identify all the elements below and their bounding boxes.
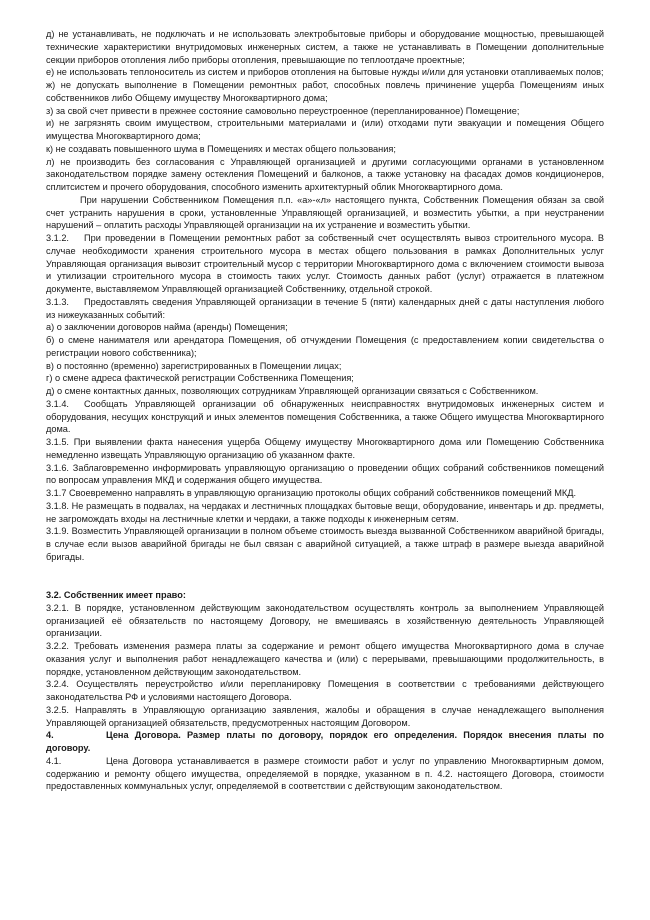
event-d: д) о смене контактных данных, позволяющих сотрудникам Управляющей организации связаться с Собственником.: [46, 386, 539, 396]
clause-number: 4.1.: [46, 755, 62, 766]
item-k: к) не создавать повышенного шума в Помещениях и местах общего пользования;: [46, 143, 396, 154]
clause-text: Цена Договора устанавливается в размере стоимости работ и услуг по управлению Многоквартирным домом, содержанию и ремонту общего имущества, определяемой в порядке, указанном в п. 4.2. настоящего Договора, стоимости предоставленных коммунальных услуг, определяемой в соответствии с действующим законодательством.: [46, 755, 604, 792]
item-d: д) не устанавливать, не подключать и не использовать электробытовые приборы и оборудование мощностью, превышающей технические характеристики внутридомовых инженерных систем, а также не устанавливать в Помещении дополнительные секции приборов отопления либо приборы отопления, превышающие по теплоотдаче проектные;: [46, 29, 604, 65]
paragraph-spacer: [46, 576, 604, 589]
section-4-heading: [46, 729, 604, 755]
violation-paragraph: При нарушении Собственником Помещения п.п. «а»-«л» настоящего пункта, Собственник Помещения обязан за свой счет устранить нарушения в сроки, установленные Управляющей организацией, и возместить убытки, а при неустранении нарушений – оплатить расходы Управляющей организации на их устранение и возместить убытки.: [46, 194, 604, 231]
item-i: и) не загрязнять своим имуществом, строительными материалами и (или) отходами пути эвакуации и помещения Общего имущества Многоквартирного дома;: [46, 118, 604, 141]
item-zh: ж) не допускать выполнение в Помещении ремонтных работ, способных повлечь причинение ущерба Помещениям иных собственников либо Общему имуществу Многоквартирного дома;: [46, 80, 604, 103]
item-e: е) не использовать теплоноситель из систем и приборов отопления на бытовые нужды и/или для установки отапливаемых полов;: [46, 67, 604, 78]
clause-3-1-3: [46, 296, 604, 322]
section-number: 4.: [46, 730, 54, 741]
event-v: в) о постоянно (временно) зарегистрированных в Помещении лицах;: [46, 360, 342, 371]
document-page: [46, 28, 604, 793]
clause-3-1-5: 3.1.5. При выявлении факта нанесения ущерба Общему имуществу Многоквартирного дома или Помещению Собственника немедленно извещать Управляющую организацию об указанном факте.: [46, 437, 604, 460]
clause-3-1-8: 3.1.8. Не размещать в подвалах, на чердаках и лестничных площадках бытовые вещи, оборудование, инвентарь и др. предметы, не загромождать входы на лестничные клетки и чердаки, а также подходы к инженерным сетям.: [46, 500, 604, 524]
clause-3-2-1: 3.2.1. В порядке, установленном действующим законодательством осуществлять контроль за выполнением Управляющей организацией её обязательств по настоящему Договору, не вмешиваясь в хозяйственную деятельность Управляющей организации.: [46, 602, 604, 639]
clause-3-1-4: [46, 398, 604, 436]
clause-number: 3.1.4.: [46, 398, 69, 409]
clause-3-1-9: 3.1.9. Возместить Управляющей организации в полном объеме стоимость выезда вызванной Собственником аварийной бригады, в случае если вызов аварийной бригады не был связан с аварийной ситуацией, а также штраф в размере выезда аварийной бригады.: [46, 526, 604, 562]
event-b: б) о смене нанимателя или арендатора Помещения, об отчуждении Помещения (с предоставлением копии свидетельства о регистрации нового собственника);: [46, 335, 604, 358]
event-g: г) о смене адреса фактической регистрации Собственника Помещения;: [46, 373, 354, 384]
item-l: л) не производить без согласования с Управляющей организацией и другими согласующими органами в установленном законодательством порядке замену остекления Помещений и балконов, а также установку на фасадах домов кондиционеров, сплитсистем и прочего оборудования, способного изменить архитектурный облик Многоквартирного дома.: [46, 156, 604, 192]
item-z: з) за свой счет привести в прежнее состояние самовольно переустроенное (перепланированное) Помещение;: [46, 105, 520, 116]
event-a: а) о заключении договоров найма (аренды) Помещения;: [46, 322, 288, 333]
clause-4-1: [46, 755, 604, 793]
clause-text: Сообщать Управляющей организации об обнаруженных неисправностях внутридомовых инженерных систем и оборудования, несущих конструкций и иных элементов помещения Собственника, а также Общего имущества Многоквартирного дома.: [46, 398, 604, 435]
clause-3-2-2: 3.2.2. Требовать изменения размера платы за содержание и ремонт общего имущества Многоквартирного дома в случае оказания услуг и выполнения работ ненадлежащего качества и (или) с перерывами, превышающими продолжительность, в порядке, установленном действующим законодательством.: [46, 641, 604, 677]
clause-number: 3.1.3.: [46, 296, 69, 307]
clause-text: При проведении в Помещении ремонтных работ за собственный счет осуществлять вывоз строительного мусора. В случае необходимости хранения строительного мусора в местах общего пользования в рамках Дополнительных услуг Управляющая организация вывозит строительный мусор с территории Многоквартирного дома с включением стоимости вывоза и утилизации строительного мусора в стоимость таких услуг. Стоимость данных работ (услуг) отражается в платежном документе, выставляемом Управляющей организацией Собственнику, отдельной строкой.: [46, 233, 604, 294]
clause-3-2-4: 3.2.4. Осуществлять переустройство и/или перепланировку Помещения в соответствии с требованиями действующего законодательства РФ и условиями настоящего Договора.: [46, 679, 604, 702]
clause-3-2-5: 3.2.5. Направлять в Управляющую организацию заявления, жалобы и обращения в случае ненадлежащего выполнения Управляющей организацией обязательств, предусмотренных настоящим Договором.: [46, 704, 604, 728]
section-3-2-heading: 3.2. Собственник имеет право:: [46, 590, 186, 600]
clause-text: Предоставлять сведения Управляющей организации в течение 5 (пяти) календарных дней с даты наступления любого из нижеуказанных событий:: [46, 296, 604, 320]
clause-3-1-2: [46, 232, 604, 296]
clause-3-1-6: 3.1.6. Заблаговременно информировать управляющую организацию о проведении общих собраний собственников помещений по вопросам управления МКД и содержания общего имущества.: [46, 462, 604, 486]
clause-3-1-7: 3.1.7 Своевременно направлять в управляющую организацию протоколы общих собраний собственников помещений МКД.: [46, 488, 577, 498]
section-title: Цена Договора. Размер платы по договору, порядок его определения. Порядок внесения платы по договору.: [46, 730, 604, 753]
paragraph-spacer: [46, 564, 604, 577]
clause-number: 3.1.2.: [46, 233, 69, 243]
